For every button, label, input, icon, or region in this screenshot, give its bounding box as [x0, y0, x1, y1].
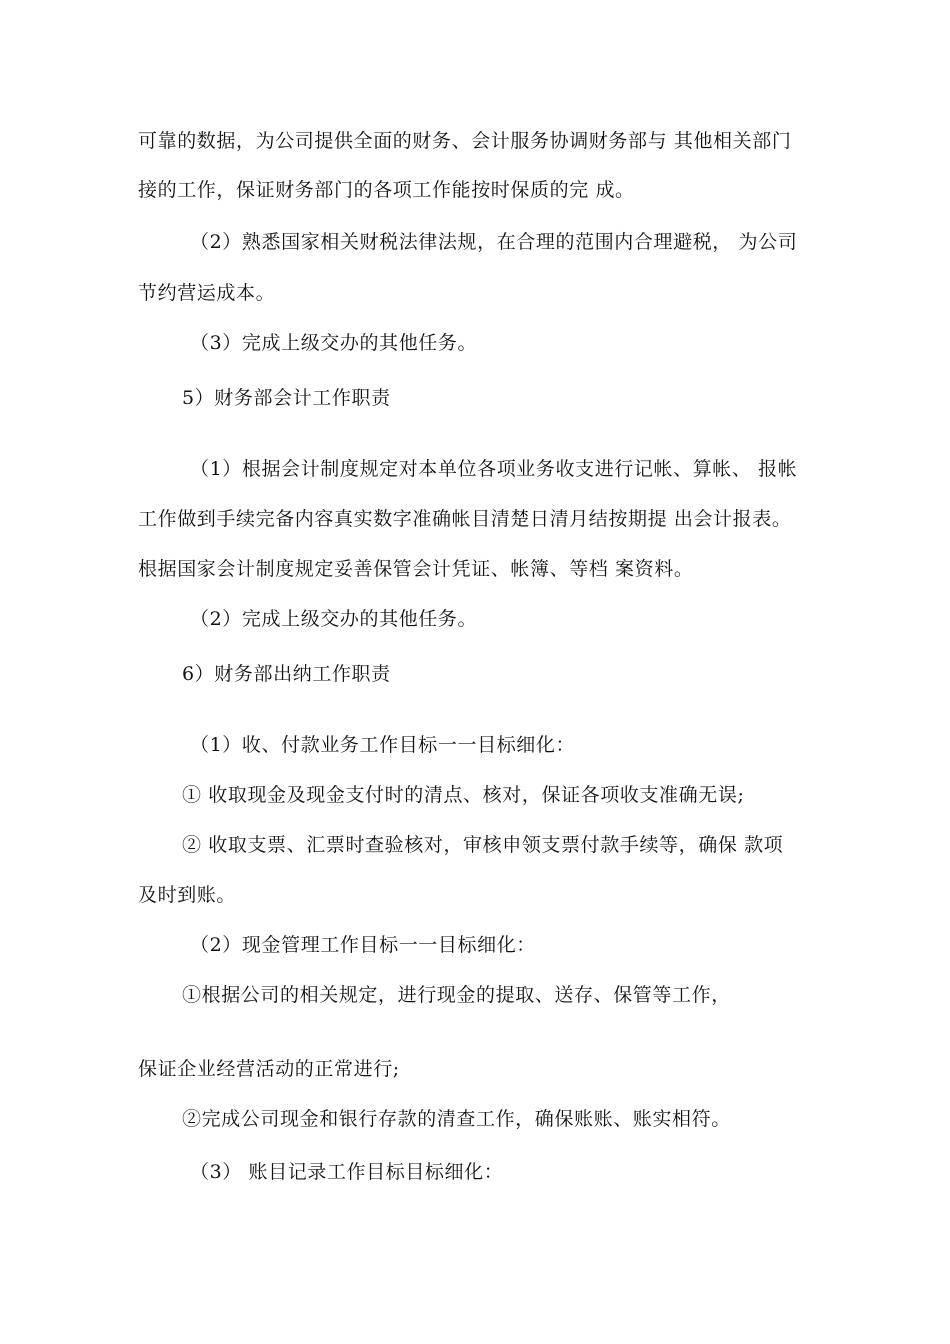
section-heading: 6）财务部出纳工作职责: [182, 663, 391, 685]
paragraph-line: （3）完成上级交办的其他任务。: [190, 332, 478, 354]
list-item: ① 收取现金及现金支付时的清点、核对，保证各项收支准确无误;: [182, 784, 745, 806]
paragraph-line: （2）现金管理工作目标一一目标细化：: [190, 934, 536, 956]
list-item: ② 收取支票、汇票时查验核对，审核申领支票付款手续等，确保 款项: [182, 834, 784, 856]
paragraph-line: （2）熟悉国家相关财税法律法规，在合理的范围内合理避税， 为公司: [190, 231, 798, 253]
section-heading: 5）财务部会计工作职责: [182, 387, 391, 409]
paragraph-line: （1）收、付款业务工作目标一一目标细化：: [190, 734, 576, 756]
paragraph-line: （1）根据会计制度规定对本单位各项业务收支进行记帐、算帐、 报帐: [190, 458, 798, 480]
list-item: ①根据公司的相关规定，进行现金的提取、送存、保管等工作，: [182, 984, 731, 1006]
paragraph-line: 根据国家会计制度规定妥善保管会计凭证、帐簿、等档 案资料。: [138, 558, 694, 580]
paragraph-line: 保证企业经营活动的正常进行;: [138, 1058, 400, 1080]
paragraph-line: 可靠的数据，为公司提供全面的财务、会计服务协调财务部与 其他相关部门: [138, 130, 792, 152]
paragraph-line: （2）完成上级交办的其他任务。: [190, 608, 478, 630]
paragraph-line: 及时到账。: [138, 884, 237, 906]
paragraph-line: 工作做到手续完备内容真实数字准确帐目清楚日清月结按期提 出会计报表。: [138, 508, 792, 530]
paragraph-line: 节约营运成本。: [138, 282, 276, 304]
paragraph-line: 接的工作，保证财务部门的各项工作能按时保质的完 成。: [138, 179, 635, 201]
paragraph-line: （3） 账目记录工作目标目标细化：: [190, 1161, 504, 1183]
list-item: ②完成公司现金和银行存款的清查工作，确保账账、账实相符。: [182, 1108, 731, 1130]
